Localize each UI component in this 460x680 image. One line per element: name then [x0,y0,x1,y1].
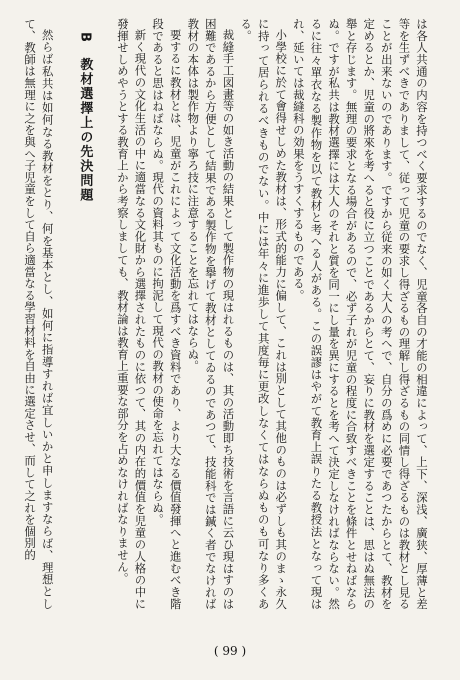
section-title: 教材選擇上の先決問題 [77,57,93,203]
paragraph: 小學校に於て會得せしめた教材は、形式的能力に偏して、これは別として其他のものは必ずしも其のまゝ永久に持って居られるべきものでない。中には年々に進歩して其度毎に更改しなくてはならぬものも可なり多くある。 [239,18,289,610]
paragraph: は各人共通の内容を持つべく要求するのでなく、児童各自の才能の相違によって、上下、深浅、廣狭、厚薄と差等を生ずべきでありまして、従って児童の要求し得ざるもの理解し得ざるもの同情し得ざるものは教材とし見ることが出来ないのであります。ですから従来の如く大人の考へで、自分の爲めに必要であつたからとて、教材を定めるとか、児童の將來を考へると役に立つことであるからとて、妄りに教材を選定することは、思はぬ無法の舉と存じます。無理の要求となる場合があるので、必ず子れが児童の程度に合致すべきことを條件とせねばならぬ。ですが私共は教材選擇には大人のそれと質を同一にし量を異にするとを考へて決定しなければならない。然るに往々單衣なる製作物を以て教材と考へる人がある。この誤謬はやがて教育上誤りたる教授法となって現はれ、延いては裁縫科の効果をうすくするものである。 [291,18,429,610]
section-heading [76,18,94,610]
paragraph: 新く現代の文化生活の中に適當なる文化財から選擇されたものに依つて、其の内在的價值を児童の人格の中に發揮せしめやうとする教育上から考察しましても、教材論は教育上重要な部分を占めなければなりません。 [115,18,148,610]
paragraph: 然らば私共は如何なる教材をとり、何を基本とし、如何に指導すれば宜しいかと申しますならば、理想として、教師は無理に之を與へ子児童をして自ら適當なる學習材料を自由に選定させ、而して之れを個別的 [23,18,55,610]
section-spacer [56,18,70,610]
page-number: ( 99 ) [213,644,247,658]
section-letter: B [77,32,93,44]
paragraph: 要するに教材とは、児童がこれによって文化活動を爲すべき資料であり、より大なる價值發揮へと進むべき階段であると思はねばならぬ。現代の資料其ものに拘泥して現代の教材の使命を忘れてはならぬ。 [151,18,183,610]
section-spacer [99,18,113,610]
body-text [23,18,430,610]
paragraph: 裁縫手工図畫等の如き活動の結果として製作物の現はれるものは、其の活動即ち技術を言語に云ひ現はすのは困難であるから方便として結果である製作物を擧げて教材としてゐるのであつて、技能科では鍼く者でなければ教材の本体は製作物より寧ろ技に注意することを忘れてはならぬ。 [186,18,236,610]
